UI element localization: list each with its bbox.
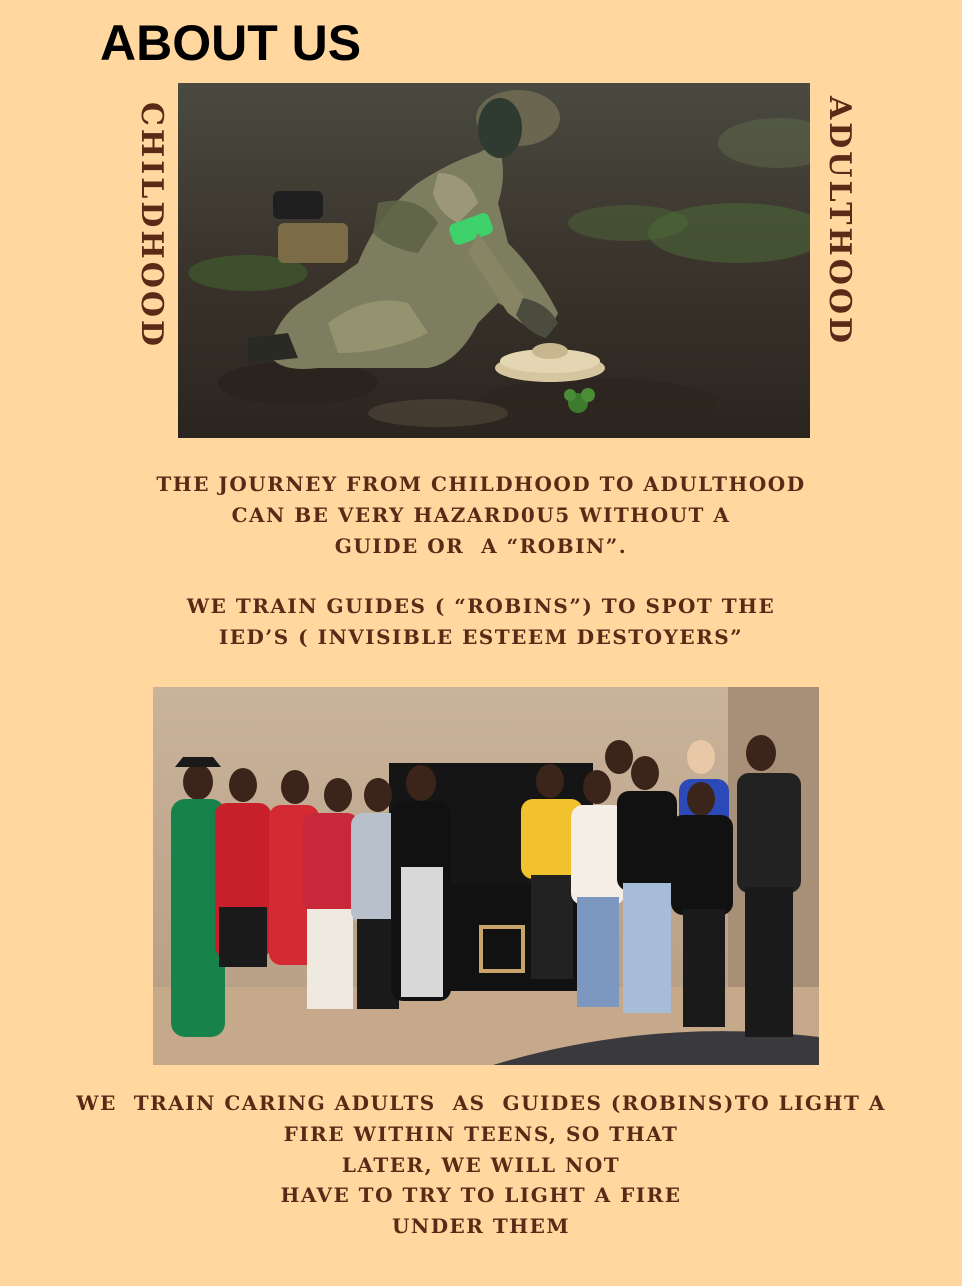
paragraph-line: WE TRAIN CARING ADULTS AS GUIDES (ROBINS)TO LIGHT A	[76, 1091, 886, 1115]
group-photo	[153, 687, 819, 1065]
paragraph-line: IED’S ( INVISIBLE ESTEEM DESTOYERS”	[218, 624, 744, 649]
paragraph-line: THE JOURNEY FROM CHILDHOOD TO ADULTHOOD	[156, 472, 806, 496]
paragraph-line: WE TRAIN GUIDES ( “ROBINS”) TO SPOT THE	[186, 594, 776, 618]
paragraph-line: UNDER THEM	[391, 1214, 571, 1239]
paragraph-line: LATER, WE WILL NOT	[341, 1152, 621, 1177]
paragraph-line: GUIDE OR A “ROBIN”.	[334, 533, 628, 558]
paragraph-line: FIRE WITHIN TEENS, SO THAT	[283, 1121, 679, 1146]
paragraph-mission	[0, 1088, 962, 1242]
paragraph-journey	[0, 469, 962, 561]
childhood-label: CHILDHOOD	[134, 102, 169, 349]
paragraph-line: HAVE TO TRY TO LIGHT A FIRE	[280, 1183, 682, 1208]
paragraph-line: CAN BE VERY HAZARD0U5 WITHOUT A	[231, 502, 731, 527]
paragraph-training	[0, 591, 962, 653]
page-title: ABOUT US	[100, 15, 362, 71]
adulthood-label: ADULTHOOD	[822, 96, 857, 347]
soldier-landmine-photo	[178, 83, 810, 438]
